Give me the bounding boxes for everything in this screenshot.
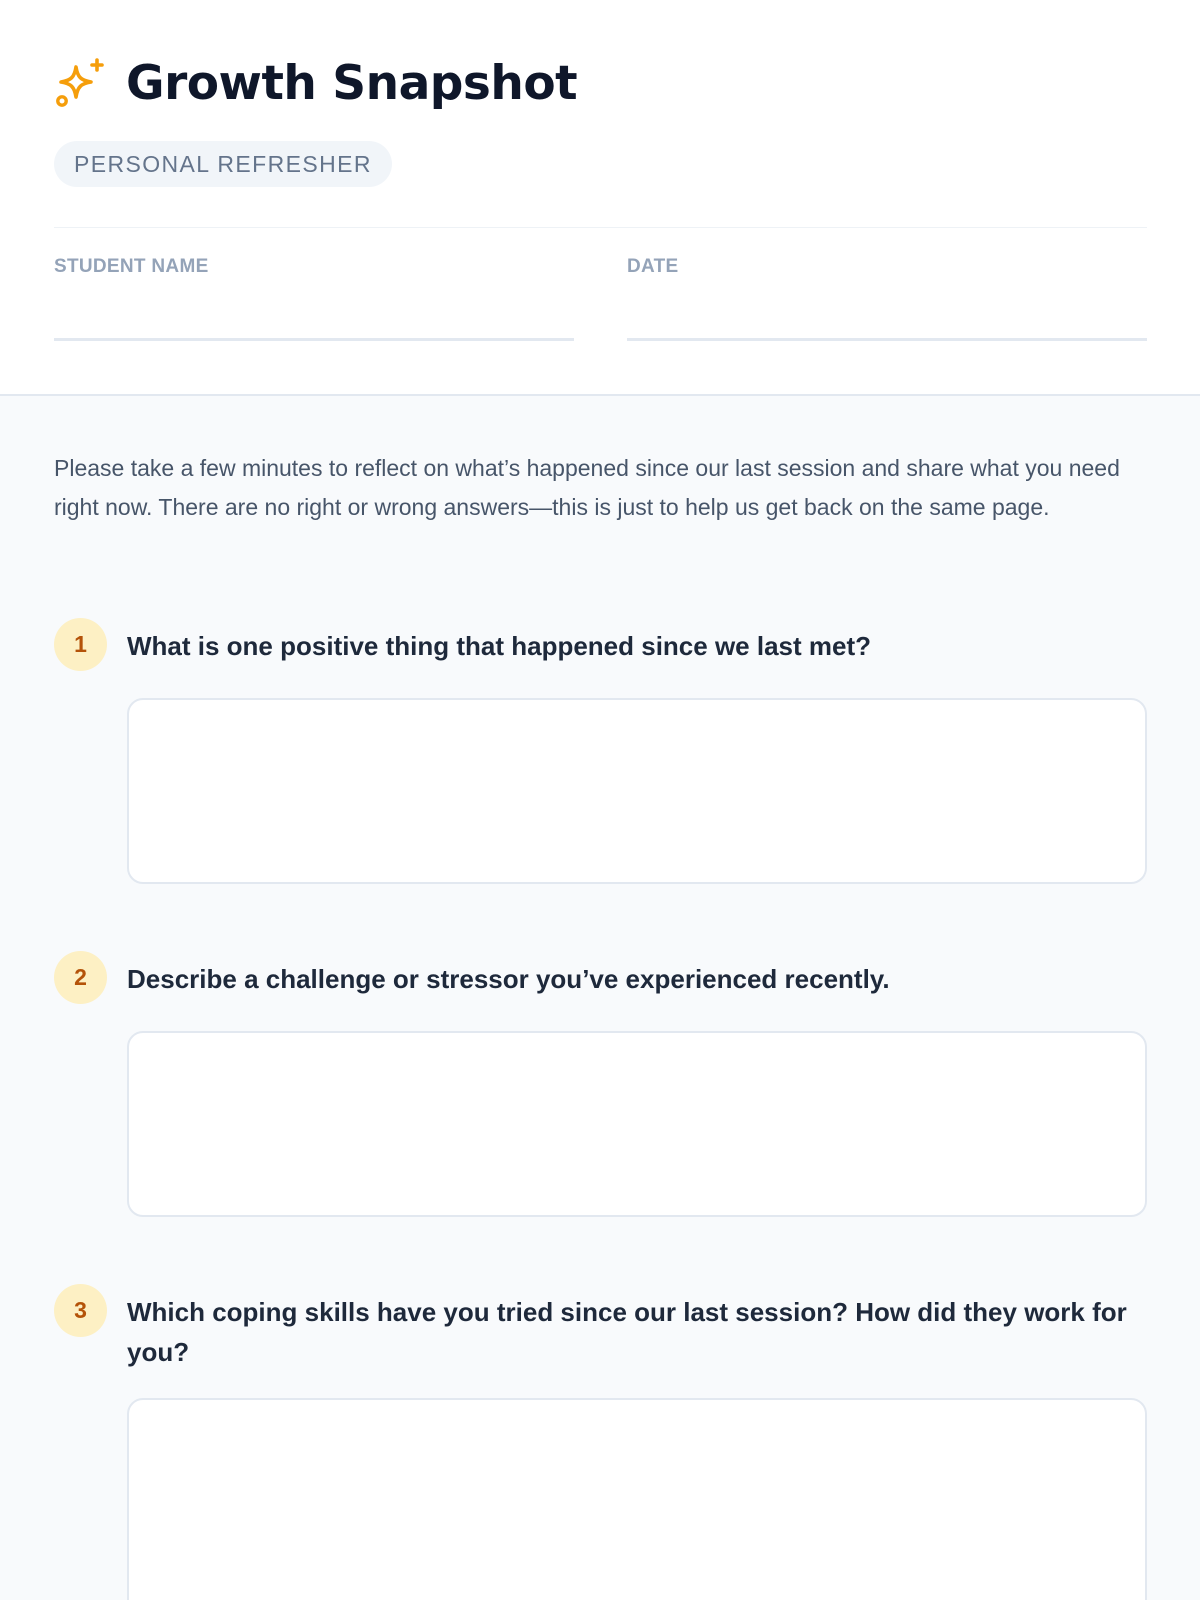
page-title: Growth Snapshot: [126, 55, 578, 111]
category-badge: PERSONAL REFRESHER: [54, 141, 392, 187]
question-text: Which coping skills have you tried since our last session? How did they work for you?: [127, 1297, 1127, 1367]
student-name-field[interactable]: [54, 256, 574, 280]
student-name-label: STUDENT NAME: [54, 256, 209, 277]
answer-box-2[interactable]: [127, 1031, 1147, 1217]
sparkle-icon: [54, 57, 106, 109]
intro-text: Please take a few minutes to reflect on what’s happened since our last session and share what you need right now. There are no right or wrong answers—this is just to help us get back on the same page.: [54, 455, 1120, 520]
date-label: DATE: [627, 256, 679, 277]
answer-box-3[interactable]: [127, 1398, 1147, 1600]
worksheet-header: [0, 0, 1200, 396]
header-divider: [54, 227, 1147, 228]
question-text: What is one positive thing that happened since we last met?: [127, 631, 871, 661]
question-number-badge: 2: [54, 951, 107, 1004]
student-name-line[interactable]: [54, 338, 574, 341]
answer-box-1[interactable]: [127, 698, 1147, 884]
question-text: Describe a challenge or stressor you’ve experienced recently.: [127, 964, 890, 994]
date-line[interactable]: [627, 338, 1147, 341]
question-number-badge: 1: [54, 618, 107, 671]
title-row: [54, 54, 577, 112]
date-field[interactable]: [627, 256, 1147, 280]
question-number-badge: 3: [54, 1284, 107, 1337]
